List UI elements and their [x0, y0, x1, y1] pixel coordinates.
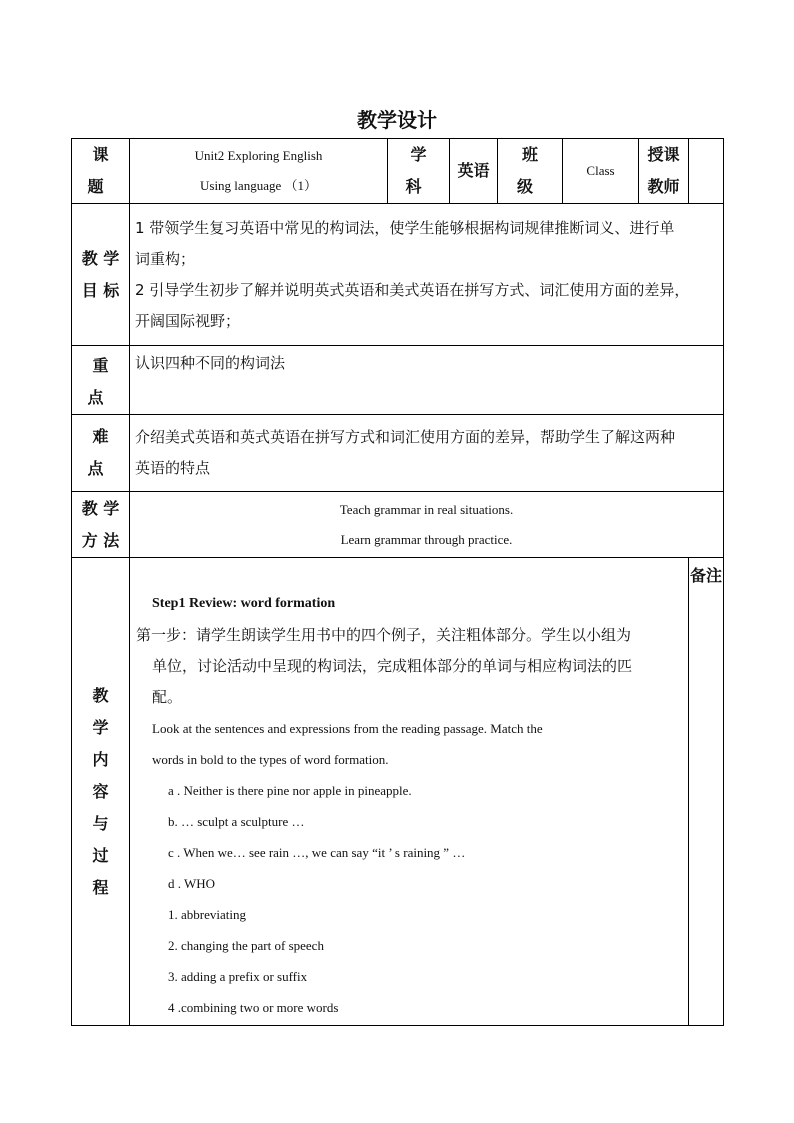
methods-content: [130, 492, 724, 558]
process-content: [130, 558, 689, 1026]
teacher-value: [689, 139, 724, 204]
subject-label: 学 科: [388, 139, 450, 204]
process-label-char: 与: [92, 813, 109, 833]
objective-line: 2 引导学生初步了解并说明英式英语和美式英语在拼写方式、词汇使用方面的差异，: [135, 280, 690, 299]
difficulty-line: 英语的特点: [135, 459, 211, 477]
example-item: d . WHO: [168, 876, 216, 891]
instruction-line: words in bold to the types of word formation.: [152, 752, 389, 767]
methods-label-line-2: 方 法: [81, 530, 120, 550]
example-item: b. … sculpt a sculpture …: [168, 814, 305, 829]
process-label-char: 教: [92, 685, 109, 705]
instruction-line: Look at the sentences and expressions from the reading passage. Match the: [152, 721, 543, 736]
step-description-line: 配。: [152, 688, 183, 706]
key-points-label: 重 点: [72, 346, 130, 415]
key-points-content: [130, 346, 724, 415]
methods-label: [72, 492, 130, 558]
header-row: [72, 139, 724, 204]
lesson-plan-table: [71, 138, 724, 1026]
document-title: 教学设计: [357, 108, 437, 132]
grade-value: Class: [563, 139, 639, 204]
difficulties-content: [130, 415, 724, 492]
formation-type-item: 4 .combining two or more words: [168, 1000, 339, 1015]
instruction: [136, 713, 682, 775]
formation-type-item: 2. changing the part of speech: [168, 938, 324, 953]
method-line: Teach grammar in real situations.: [339, 501, 514, 517]
objectives-label-line-1: 教 学: [81, 248, 120, 268]
formation-type-item: 3. adding a prefix or suffix: [168, 969, 308, 984]
examples-list: [136, 775, 682, 1023]
method-line: Learn grammar through practice.: [340, 531, 513, 547]
topic-value: [130, 139, 388, 204]
key-points-row: [72, 346, 724, 415]
difficulties-row: [72, 415, 724, 492]
process-row: [72, 558, 724, 1026]
key-points-text: 认识四种不同的构词法: [135, 354, 286, 372]
process-label-char: 程: [92, 877, 109, 897]
process-label-char: 容: [92, 781, 109, 801]
difficulties-label: 难 点: [72, 415, 130, 492]
grade-label: 班 级: [498, 139, 563, 204]
process-label-char: 内: [92, 749, 109, 769]
objectives-content: [130, 204, 724, 346]
objectives-row: [72, 204, 724, 346]
objectives-label-line-2: 目 标: [81, 280, 120, 300]
methods-row: [72, 492, 724, 558]
subject-value: 英语: [450, 139, 498, 204]
teacher-label: [639, 139, 689, 204]
formation-type-item: 1. abbreviating: [168, 907, 246, 922]
objective-line: 开阔国际视野；: [135, 311, 241, 330]
example-item: a . Neither is there pine nor apple in pineapple.: [168, 783, 412, 798]
process-label: [72, 558, 130, 1026]
example-item: c . When we… see rain …, we can say “it ’ s raining ” …: [168, 845, 466, 860]
topic-line-2: Using language （1）: [200, 178, 317, 193]
process-label-char: 学: [92, 717, 109, 737]
teacher-label-line-1: 授课: [647, 145, 680, 164]
methods-label-line-1: 教 学: [81, 498, 120, 518]
objective-line: 词重构；: [135, 249, 196, 268]
teacher-label-line-2: 教师: [647, 177, 680, 196]
topic-label: 课 题: [72, 139, 130, 204]
topic-line-1: Unit2 Exploring English: [194, 148, 323, 163]
difficulty-line: 介绍美式英语和英式英语在拼写方式和词汇使用方面的差异，帮助学生了解这两种: [135, 428, 676, 446]
step-description: [136, 620, 682, 713]
remarks-column: [689, 558, 724, 1026]
step-title: Step1 Review: word formation: [152, 596, 336, 611]
remarks-label: 备注: [689, 566, 722, 585]
objectives-label: [72, 204, 130, 346]
process-label-char: 过: [92, 845, 109, 865]
step-description-line: 第一步：请学生朗读学生用书中的四个例子，关注粗体部分。学生以小组为: [136, 626, 632, 644]
objective-line: 1 带领学生复习英语中常见的构词法，使学生能够根据构词规律推断词义、进行单: [135, 218, 675, 237]
step-description-line: 单位，讨论活动中呈现的构词法，完成粗体部分的单词与相应构词法的匹: [152, 657, 633, 675]
